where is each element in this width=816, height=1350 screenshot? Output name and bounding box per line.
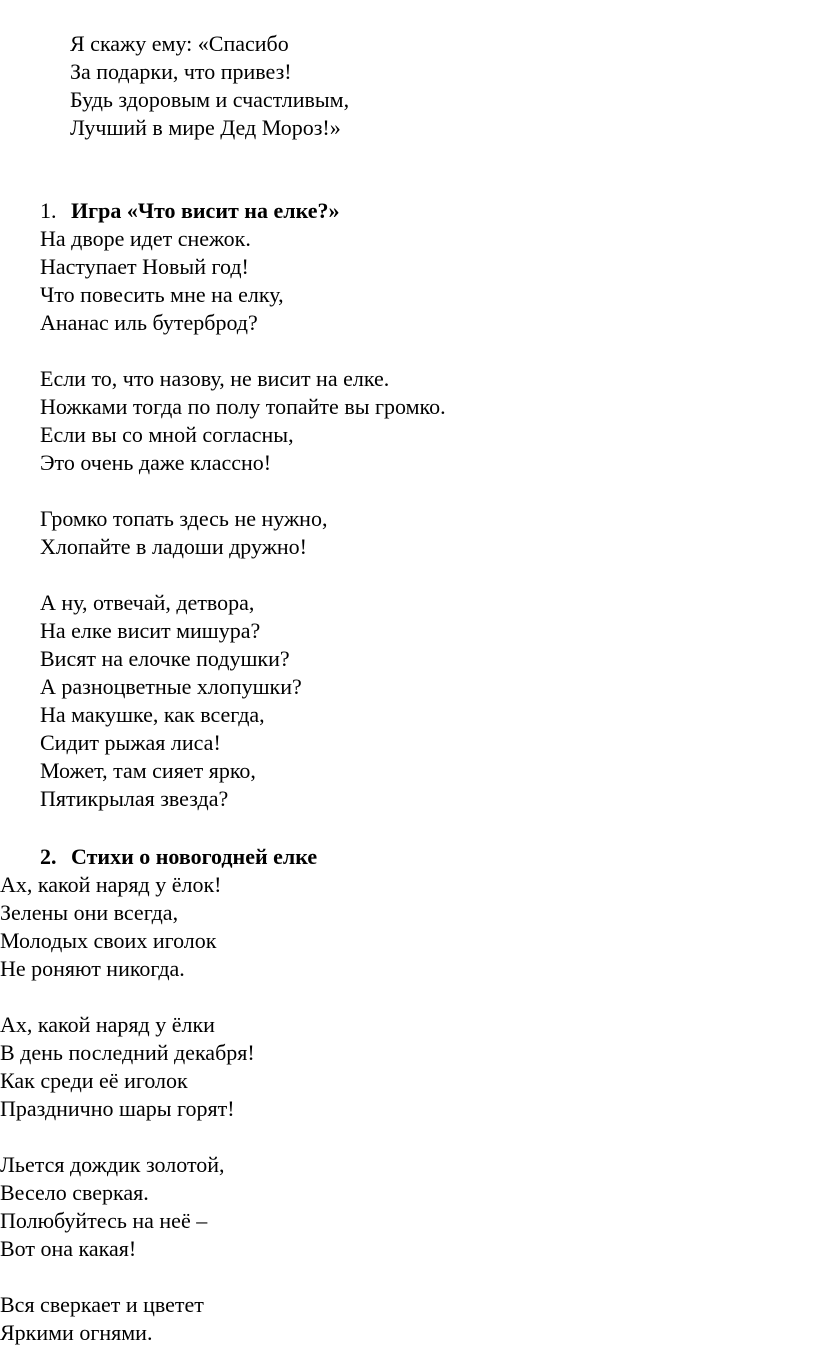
s2-stanza3-line-3: Полюбуйтесь на неё – (0, 1208, 208, 1233)
section2-number: 2. (40, 844, 57, 869)
s1-stanza1-line-3: Что повесить мне на елку, (40, 282, 284, 307)
s1-stanza4-line-6: Сидит рыжая лиса! (40, 730, 221, 755)
s2-stanza1-line-4: Не роняют никогда. (0, 956, 185, 981)
s1-stanza1-line-1: На дворе идет снежок. (40, 226, 251, 251)
s1-stanza2-line-2: Ножками тогда по полу топайте вы громко. (40, 394, 446, 419)
intro-line-3: Будь здоровым и счастливым, (70, 87, 350, 112)
s2-stanza4-line-2: Яркими огнями. (0, 1320, 153, 1345)
s1-stanza2-line-3: Если вы со мной согласны, (40, 422, 294, 447)
s2-stanza3-line-1: Льется дождик золотой, (0, 1152, 225, 1177)
s2-stanza2-line-1: Ах, какой наряд у ёлки (0, 1012, 215, 1037)
s1-stanza4-line-4: А разноцветные хлопушки? (40, 674, 302, 699)
section2-title: Стихи о новогодней елке (71, 844, 318, 869)
intro-line-4: Лучший в мире Дед Мороз!» (70, 115, 341, 140)
s2-stanza2-line-3: Как среди её иголок (0, 1068, 188, 1093)
section1-title: Игра «Что висит на елке?» (71, 198, 340, 223)
s1-stanza4-line-2: На елке висит мишура? (40, 618, 261, 643)
s2-stanza1-line-3: Молодых своих иголок (0, 928, 217, 953)
intro-line-1: Я скажу ему: «Спасибо (70, 31, 289, 56)
s2-stanza4-line-1: Вся сверкает и цветет (0, 1292, 204, 1317)
s1-stanza4-line-7: Может, там сияет ярко, (40, 758, 256, 783)
s2-stanza1-line-2: Зелены они всегда, (0, 900, 179, 925)
s1-stanza3-line-1: Громко топать здесь не нужно, (40, 506, 328, 531)
s2-stanza3-line-2: Весело сверкая. (0, 1180, 149, 1205)
s2-stanza3-line-4: Вот она какая! (0, 1236, 137, 1261)
s1-stanza2-line-4: Это очень даже классно! (40, 450, 272, 475)
s1-stanza4-line-1: А ну, отвечай, детвора, (40, 590, 255, 615)
s1-stanza1-line-4: Ананас иль бутерброд? (40, 310, 258, 335)
s2-stanza2-line-2: В день последний декабря! (0, 1040, 255, 1065)
s1-stanza4-line-3: Висят на елочке подушки? (40, 646, 290, 671)
s1-stanza1-line-2: Наступает Новый год! (40, 254, 249, 279)
s2-stanza2-line-4: Празднично шары горят! (0, 1096, 235, 1121)
section1-number: 1. (40, 198, 57, 223)
s1-stanza3-line-2: Хлопайте в ладоши дружно! (40, 534, 308, 559)
s1-stanza4-line-5: На макушке, как всегда, (40, 702, 265, 727)
s1-stanza4-line-8: Пятикрылая звезда? (40, 786, 229, 811)
s1-stanza2-line-1: Если то, что назову, не висит на елке. (40, 366, 390, 391)
intro-line-2: За подарки, что привез! (70, 59, 292, 84)
section1-heading (40, 197, 339, 225)
s2-stanza1-line-1: Ах, какой наряд у ёлок! (0, 872, 222, 897)
section2-heading (40, 843, 317, 871)
